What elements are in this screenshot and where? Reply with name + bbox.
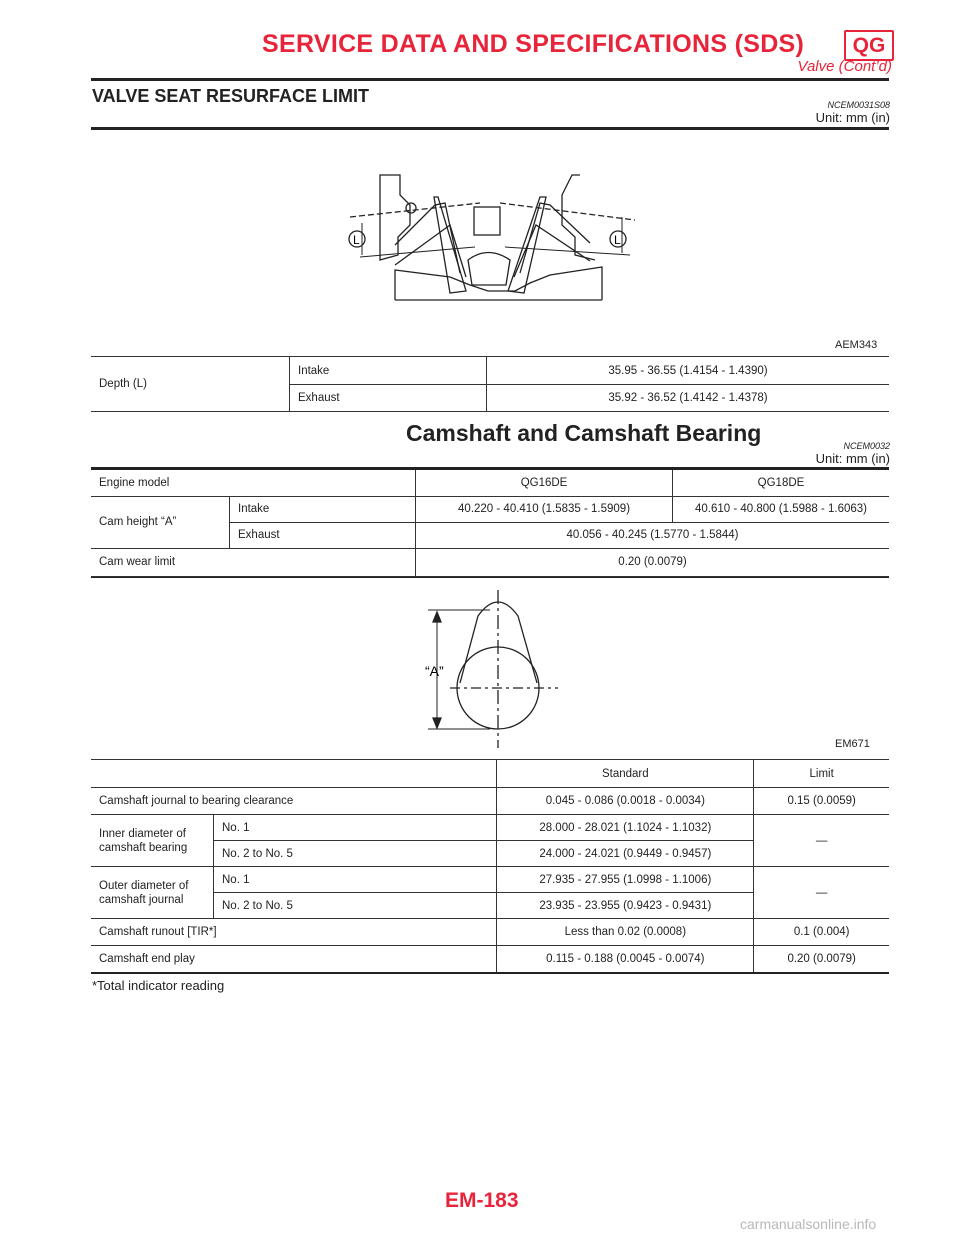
table-cell: QG18DE — [673, 470, 889, 496]
page-header-subtitle: Valve (Cont’d) — [797, 58, 892, 75]
table-cell: 0.115 - 0.188 (0.0045 - 0.0074) — [497, 946, 754, 973]
table-cell: Exhaust — [230, 522, 416, 548]
table-cell: 0.20 (0.0079) — [416, 548, 889, 576]
table-cell: QG16DE — [416, 470, 673, 496]
table-cell: No. 1 — [214, 815, 497, 841]
table-cell: No. 1 — [214, 867, 497, 893]
table-cell — [91, 760, 497, 788]
table-cell: 0.1 (0.004) — [754, 919, 889, 946]
column-header: Limit — [754, 760, 889, 788]
table-cell: Intake — [230, 496, 416, 522]
table-cell: 35.95 - 36.55 (1.4154 - 1.4390) — [487, 357, 890, 385]
depth-label-left: L — [353, 233, 360, 247]
section-code: NCEM0032 — [843, 441, 890, 451]
table-cell: Intake — [290, 357, 487, 385]
table-cell: Camshaft journal to bearing clearance — [91, 788, 497, 815]
cam-height-label: “A” — [425, 663, 444, 679]
table-cell: Engine model — [91, 470, 416, 496]
table-cell: 40.220 - 40.410 (1.5835 - 1.5909) — [416, 496, 673, 522]
table-cell: — — [754, 815, 889, 867]
table-cell: 0.15 (0.0059) — [754, 788, 889, 815]
section-title-camshaft: Camshaft and Camshaft Bearing — [406, 420, 762, 446]
figure-caption: EM671 — [835, 738, 870, 750]
figure-caption: AEM343 — [835, 339, 878, 351]
column-header: Standard — [497, 760, 754, 788]
table-cell: 0.045 - 0.086 (0.0018 - 0.0034) — [497, 788, 754, 815]
footnote: *Total indicator reading — [92, 978, 225, 993]
camshaft-table-2 — [91, 758, 889, 974]
table-cell: Cam wear limit — [91, 548, 416, 576]
table-cell: 23.935 - 23.955 (0.9423 - 0.9431) — [497, 893, 754, 919]
table-cell: Outer diameter of camshaft journal — [91, 867, 214, 919]
valve-seat-table — [91, 355, 889, 412]
table-cell: No. 2 to No. 5 — [214, 893, 497, 919]
table-cell: 28.000 - 28.021 (1.1024 - 1.1032) — [497, 815, 754, 841]
table-cell: Inner diameter of camshaft bearing — [91, 815, 214, 867]
header-rule — [91, 78, 889, 81]
unit-label: Unit: mm (in) — [815, 110, 890, 125]
depth-label-right: L — [614, 233, 621, 247]
section-title-valve-seat: VALVE SEAT RESURFACE LIMIT — [92, 86, 370, 106]
section-rule — [91, 127, 889, 130]
table-cell: 0.20 (0.0079) — [754, 946, 889, 973]
page-number: EM-183 — [445, 1189, 519, 1212]
unit-label: Unit: mm (in) — [815, 451, 890, 466]
valve-seat-diagram — [340, 165, 640, 305]
table-cell: Camshaft runout [TIR*] — [91, 919, 497, 946]
page-header-title: SERVICE DATA AND SPECIFICATIONS (SDS) — [262, 30, 805, 58]
table-bottom-rule — [91, 577, 889, 578]
table-cell: Cam height “A” — [91, 496, 230, 548]
table-cell: No. 2 to No. 5 — [214, 841, 497, 867]
table-cell: — — [754, 867, 889, 919]
table-cell: 24.000 - 24.021 (0.9449 - 0.9457) — [497, 841, 754, 867]
table-cell: Camshaft end play — [91, 946, 497, 973]
table-cell: 35.92 - 36.52 (1.4142 - 1.4378) — [487, 385, 890, 412]
table-cell: 27.935 - 27.955 (1.0998 - 1.1006) — [497, 867, 754, 893]
table-cell: 40.056 - 40.245 (1.5770 - 1.5844) — [416, 522, 889, 548]
table-cell: Less than 0.02 (0.0008) — [497, 919, 754, 946]
watermark: carmanualsonline.info — [740, 1216, 877, 1232]
section-code: NCEM0031S08 — [827, 100, 890, 110]
table-cell: Exhaust — [290, 385, 487, 412]
row-label: Depth (L) — [91, 357, 290, 412]
engine-badge: QG — [844, 30, 894, 61]
table-cell: 40.610 - 40.800 (1.5988 - 1.6063) — [673, 496, 889, 522]
camshaft-table-1 — [91, 470, 889, 577]
cam-lobe-diagram — [420, 588, 570, 750]
